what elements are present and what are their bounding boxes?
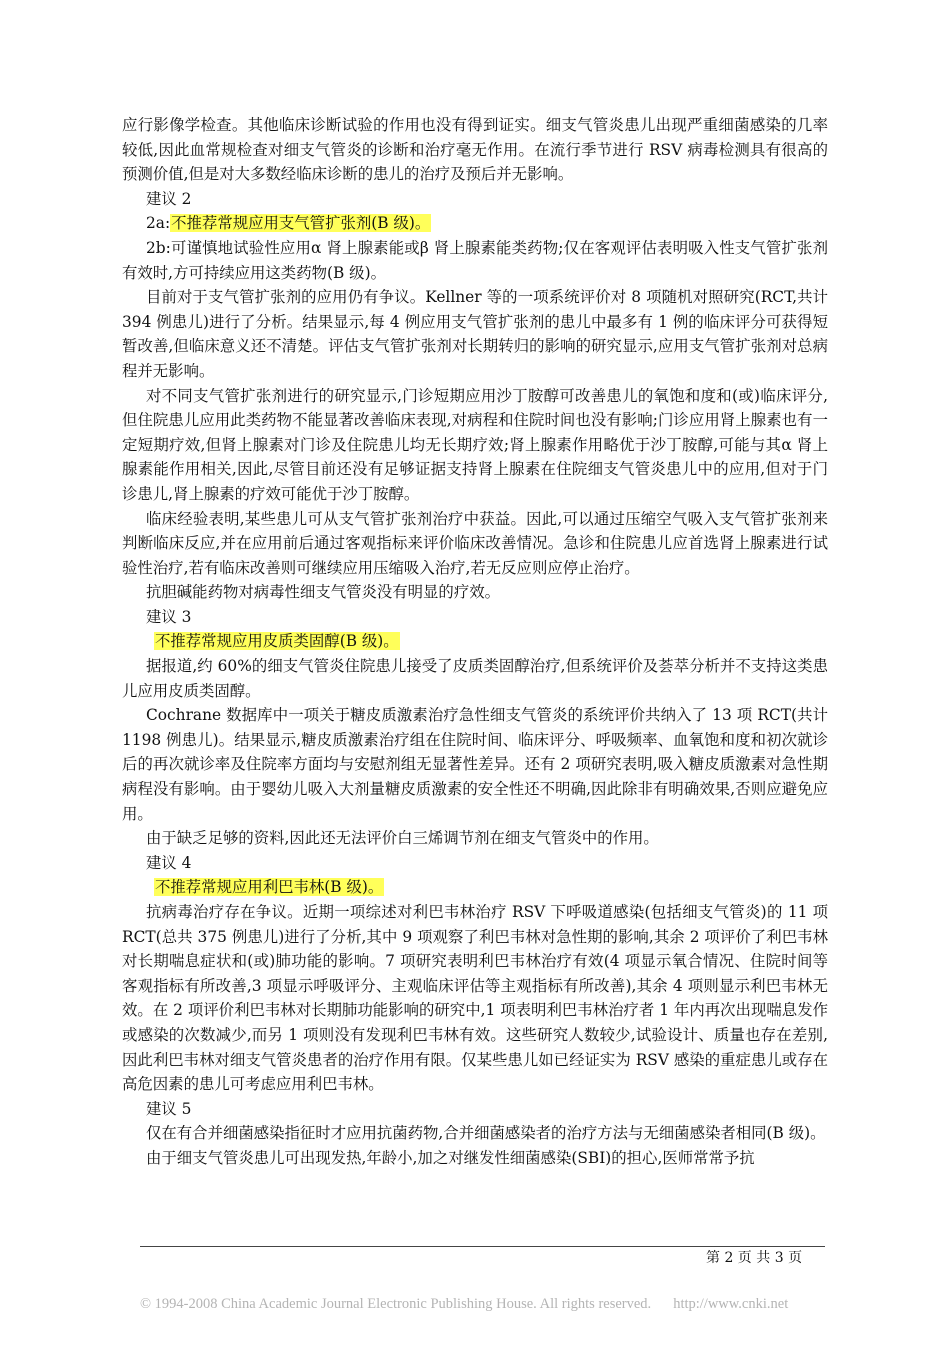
paragraph: 仅在有合并细菌感染指征时才应用抗菌药物,合并细菌感染者的治疗方法与无细菌感染者相同(B 级)。 — [146, 1124, 826, 1143]
highlighted-recommendation: 不推荐常规应用支气管扩张剂(B 级)。 — [171, 214, 431, 233]
recommendation-3 — [122, 629, 828, 654]
recommendation-2a — [122, 211, 828, 236]
recommendation-heading: 建议 2 — [146, 189, 192, 208]
paragraph: 应行影像学检查。其他临床诊断试验的作用也没有得到证实。细支气管炎患儿出现严重细菌感染的几率较低,因此血常规检查对细支气管炎的诊断和治疗毫无作用。在流行季节进行 RSV 病毒检测具有很高的预测价值,但是对大多数经临床诊断的患儿的治疗及预后并无影响。 — [122, 116, 828, 184]
copyright-notice — [140, 1296, 788, 1313]
recommendation-4 — [122, 875, 828, 900]
paragraph: 抗胆碱能药物对病毒性细支气管炎没有明显的疗效。 — [146, 583, 500, 602]
paragraph: 由于细支气管炎患儿可出现发热,年龄小,加之对继发性细菌感染(SBI)的担心,医师常常予抗 — [146, 1148, 755, 1167]
paragraph: Cochrane 数据库中一项关于糖皮质激素治疗急性细支气管炎的系统评价共纳入了 13 项 RCT(共计 1198 例患儿)。结果显示,糖皮质激素治疗组在住院时间、临床评分、呼吸频率、血氧饱和度和初次就诊后的再次就诊率及住院率方面均与安慰剂组无显著性差异。还有 2 项研究表明,吸入糖皮质激素对急性期病程没有影响。由于婴幼儿吸入大剂量糖皮质激素的安全性还不明确,因此除非有明确效果,否则应避免应用。 — [122, 706, 828, 823]
paragraph: 临床经验表明,某些患儿可从支气管扩张剂治疗中获益。因此,可以通过压缩空气吸入支气管扩张剂来判断临床反应,并在应用前后通过客观指标来评价临床改善情况。急诊和住院患儿应首选肾上腺素进行试验性治疗,若有临床改善则可继续应用压缩吸入治疗,若无反应则应停止治疗。 — [122, 509, 828, 577]
paragraph: 目前对于支气管扩张剂的应用仍有争议。Kellner 等的一项系统评价对 8 项随机对照研究(RCT,共计 394 例患儿)进行了分析。结果显示,每 4 例应用支气管扩张剂的患儿中最多有 1 例的临床评分可获得短暂改善,但临床意义还不清楚。评估支气管扩张剂对长期转归的影响的研究显示,应用支气管扩张剂对总病程并无影响。 — [122, 288, 828, 380]
footer-divider — [140, 1246, 825, 1247]
document-body — [122, 113, 828, 1171]
recommendation-heading: 建议 4 — [146, 853, 192, 872]
page-number: 第 2 页 共 3 页 — [706, 1250, 803, 1266]
highlighted-recommendation: 不推荐常规应用皮质类固醇(B 级)。 — [155, 632, 399, 651]
recommendation-heading: 建议 3 — [146, 607, 192, 626]
paragraph: 据报道,约 60%的细支气管炎住院患儿接受了皮质类固醇治疗,但系统评价及荟萃分析并不支持这类患儿应用皮质类固醇。 — [122, 657, 828, 700]
recommendation-prefix: 2a: — [146, 214, 171, 233]
recommendation-heading: 建议 5 — [146, 1099, 192, 1118]
paragraph: 2b:可谨慎地试验性应用α 肾上腺素能或β 肾上腺素能类药物;仅在客观评估表明吸入性支气管扩张剂有效时,方可持续应用这类药物(B 级)。 — [122, 238, 828, 282]
paragraph: 由于缺乏足够的资料,因此还无法评价白三烯调节剂在细支气管炎中的作用。 — [146, 829, 659, 848]
paragraph: 抗病毒治疗存在争议。近期一项综述对利巴韦林治疗 RSV 下呼吸道感染(包括细支气管炎)的 11 项 RCT(总共 375 例患儿)进行了分析,其中 9 项观察了利巴韦林对急性期的影响,其余 2 项评价了利巴韦林对长期喘息症状和(或)肺功能的影响。7 项研究表明利巴韦林治疗有效(4 项显示氧合情况、住院时间等客观指标有所改善,3 项显示呼吸评分、主观临床评估等主观指标有所改善),其余 4 项则显示利巴韦林无效。在 2 项评价利巴韦林对长期肺功能影响的研究中,1 项表明利巴韦林治疗者 1 年内再次出现喘息发作或感染的次数减少,而另 1 项则没有发现利巴韦林有效。这些研究人数较少,试验设计、质量也存在差别,因此利巴韦林对细支气管炎患者的治疗作用有限。仅某些患儿如已经证实为 RSV 感染的重症患儿或存在高危因素的患儿可考虑应用利巴韦林。 — [122, 903, 829, 1094]
highlighted-recommendation: 不推荐常规应用利巴韦林(B 级)。 — [155, 878, 384, 897]
copyright-text: © 1994-2008 China Academic Journal Electronic Publishing House. All rights reserved. — [140, 1296, 652, 1312]
paragraph: 对不同支气管扩张剂进行的研究显示,门诊短期应用沙丁胺醇可改善患儿的氧饱和度和(或)临床评分,但住院患儿应用此类药物不能显著改善临床表现,对病程和住院时间也没有影响;门诊应用肾上腺素也有一定短期疗效,但肾上腺素对门诊及住院患儿均无长期疗效;肾上腺素作用略优于沙丁胺醇,可能与其α 肾上腺素能作用相关,因此,尽管目前还没有足够证据支持肾上腺素在住院细支气管炎患儿中的应用,但对于门诊患儿,肾上腺素的疗效可能优于沙丁胺醇。 — [122, 386, 828, 503]
cnki-link[interactable]: http://www.cnki.net — [673, 1296, 789, 1312]
